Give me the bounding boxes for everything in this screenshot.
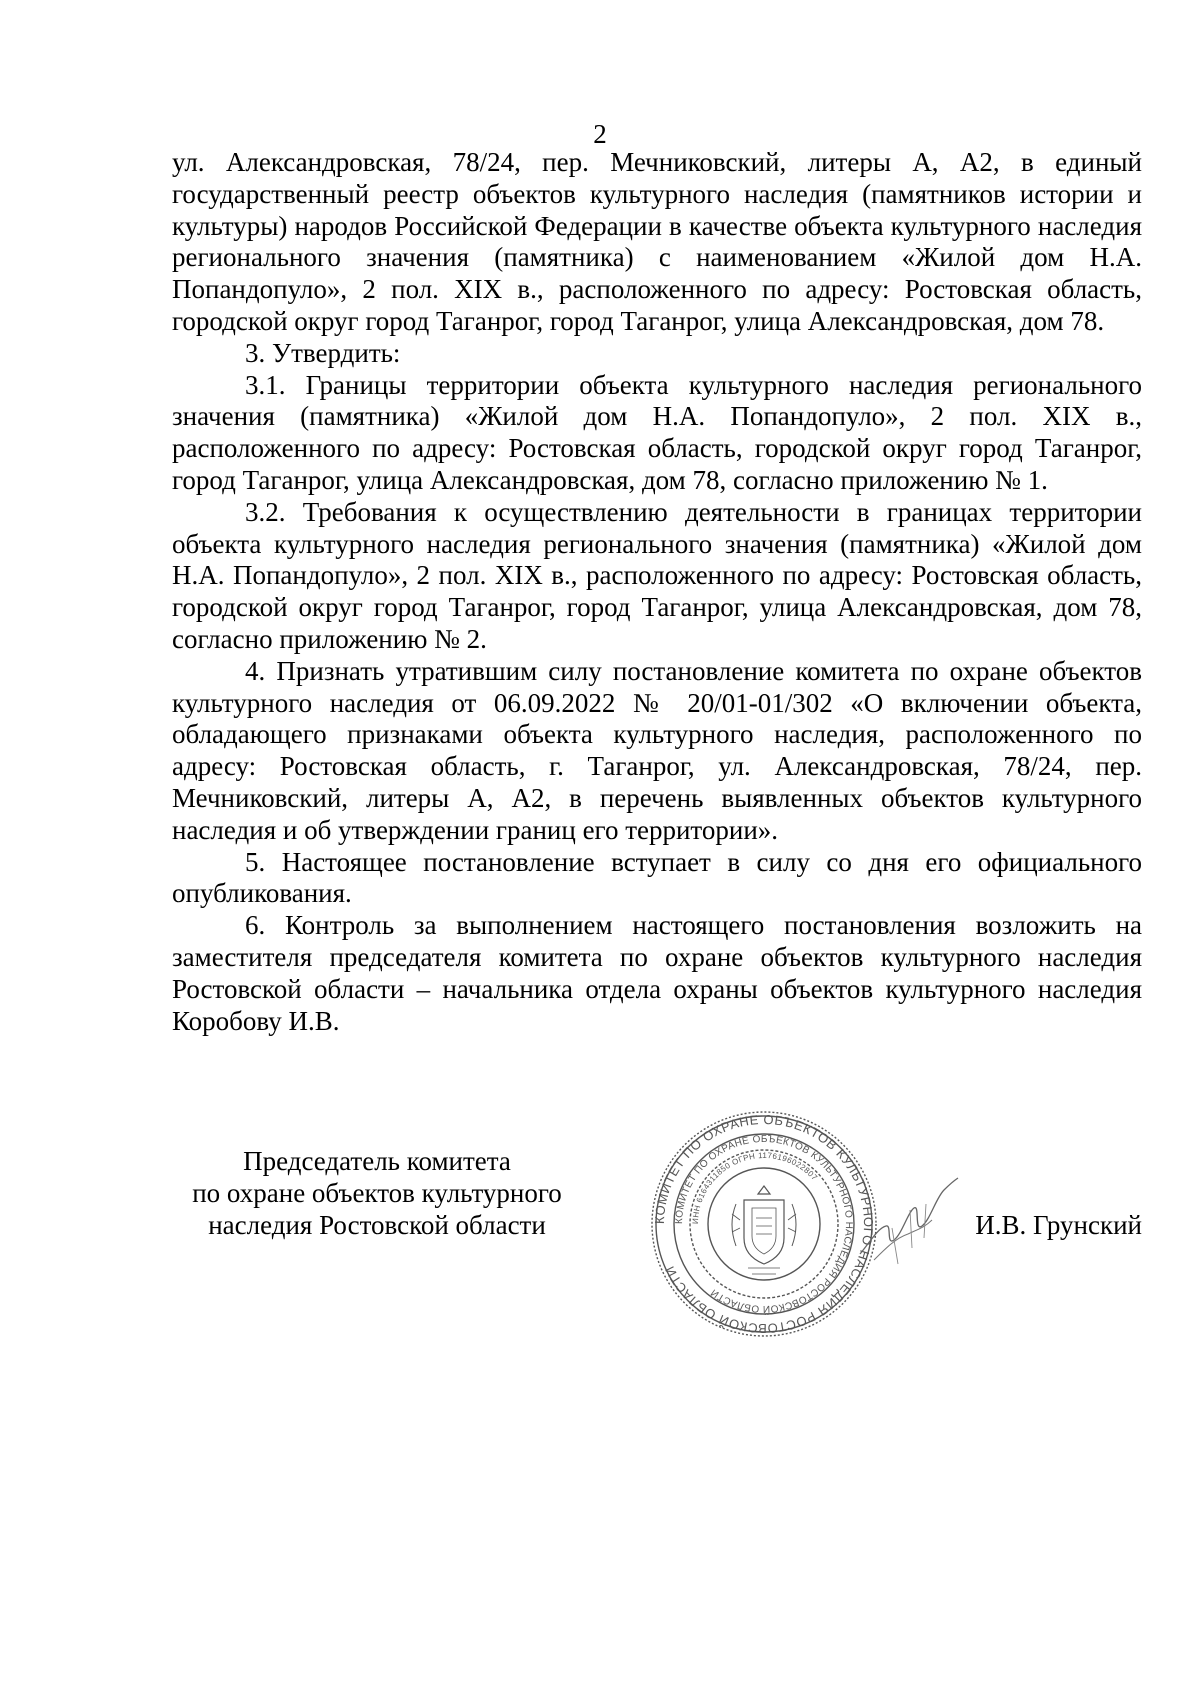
seal-outer-text: КОМИТЕТ ПО ОХРАНЕ ОБЪЕКТОВ КУЛЬТУРНОГО НАСЛЕДИЯ РОСТОВСКОЙ ОБЛАСТИ xyxy=(651,1111,877,1337)
signature-graphic xyxy=(852,1168,964,1276)
paragraph-continuation: ул. Александровская, 78/24, пер. Мечниковский, литеры А, А2, в единый государственный реестр объектов культурного наследия (памятников истории и культуры) народов Российской Федерации в качестве объекта культурного наследия регионального значения (памятника) с наименованием «Жилой дом Н.А. Попандопуло», 2 пол. XIX в., расположенного по адресу: Ростовская область, городской округ город Таганрог, город Таганрог, улица Александровская, дом 78. xyxy=(172,147,1142,336)
paragraph-item-4: 4. Признать утратившим силу постановление комитета по охране объектов культурного наследия от 06.09.2022 № 20/01-01/302 «О включении объекта, обладающего признаками объекта культурного наследия, расположенного по адресу: Ростовская область, г. Таганрог, ул. Александровская, 78/24, пер. Мечниковский, литеры А, А2, в перечень выявленных объектов культурного наследия и об утверждении границ его территории». xyxy=(172,655,1142,845)
signatory-title-line: по охране объектов культурного xyxy=(192,1177,562,1208)
coat-of-arms-icon xyxy=(732,1186,796,1274)
signatory-title xyxy=(172,1146,582,1241)
page-number: 2 xyxy=(593,119,607,149)
paragraph-item-3-2: 3.2. Требования к осуществлению деятельности в границах территории объекта культурного наследия регионального значения (памятника) «Жилой дом Н.А. Попандопуло», 2 пол. XIX в., расположенного по адресу: Ростовская область, городской округ город Таганрог, город Таганрог, улица Александровская, дом 78, согласно приложению № 2. xyxy=(172,496,1142,654)
seal-inner-text: КОМИТЕТ ПО ОХРАНЕ ОБЪЕКТОВ КУЛЬТУРНОГО НАСЛЕДИЯ РОСТОВСКОЙ ОБЛАСТИ xyxy=(673,1133,855,1315)
paragraph-item-5: 5. Настоящее постановление вступает в силу со дня его официального опубликования. xyxy=(172,846,1142,909)
seal-id-text: ИНН 6164311850 ОГРН 1176196022807 xyxy=(690,1150,820,1225)
document-body xyxy=(172,147,1142,1037)
svg-text:КОМИТЕТ ПО ОХРАНЕ ОБЪЕКТОВ КУЛ xyxy=(652,1112,876,1336)
signatory-title-line: наследия Ростовской области xyxy=(208,1209,546,1240)
paragraph-item-3-1: 3.1. Границы территории объекта культурного наследия регионального значения (памятника) «Жилой дом Н.А. Попандопуло», 2 пол. XIX в., расположенного по адресу: Ростовская область, городской округ город Таганрог, город Таганрог, улица Александровская, дом 78, согласно приложению № 1. xyxy=(172,369,1142,495)
paragraph-item-6: 6. Контроль за выполнением настоящего постановления возложить на заместителя председателя комитета по охране объектов культурного наследия Ростовской области – начальника отдела охраны объектов культурного наследия Коробову И.В. xyxy=(172,910,1142,1036)
handwritten-signature xyxy=(852,1168,964,1276)
signatory-title-line: Председатель комитета xyxy=(243,1146,511,1176)
seal-graphic xyxy=(648,1108,880,1340)
signatory-name: И.В. Грунский xyxy=(975,1210,1142,1240)
official-seal-stamp xyxy=(648,1108,880,1340)
paragraph-item-3: 3. Утвердить: xyxy=(245,337,401,368)
